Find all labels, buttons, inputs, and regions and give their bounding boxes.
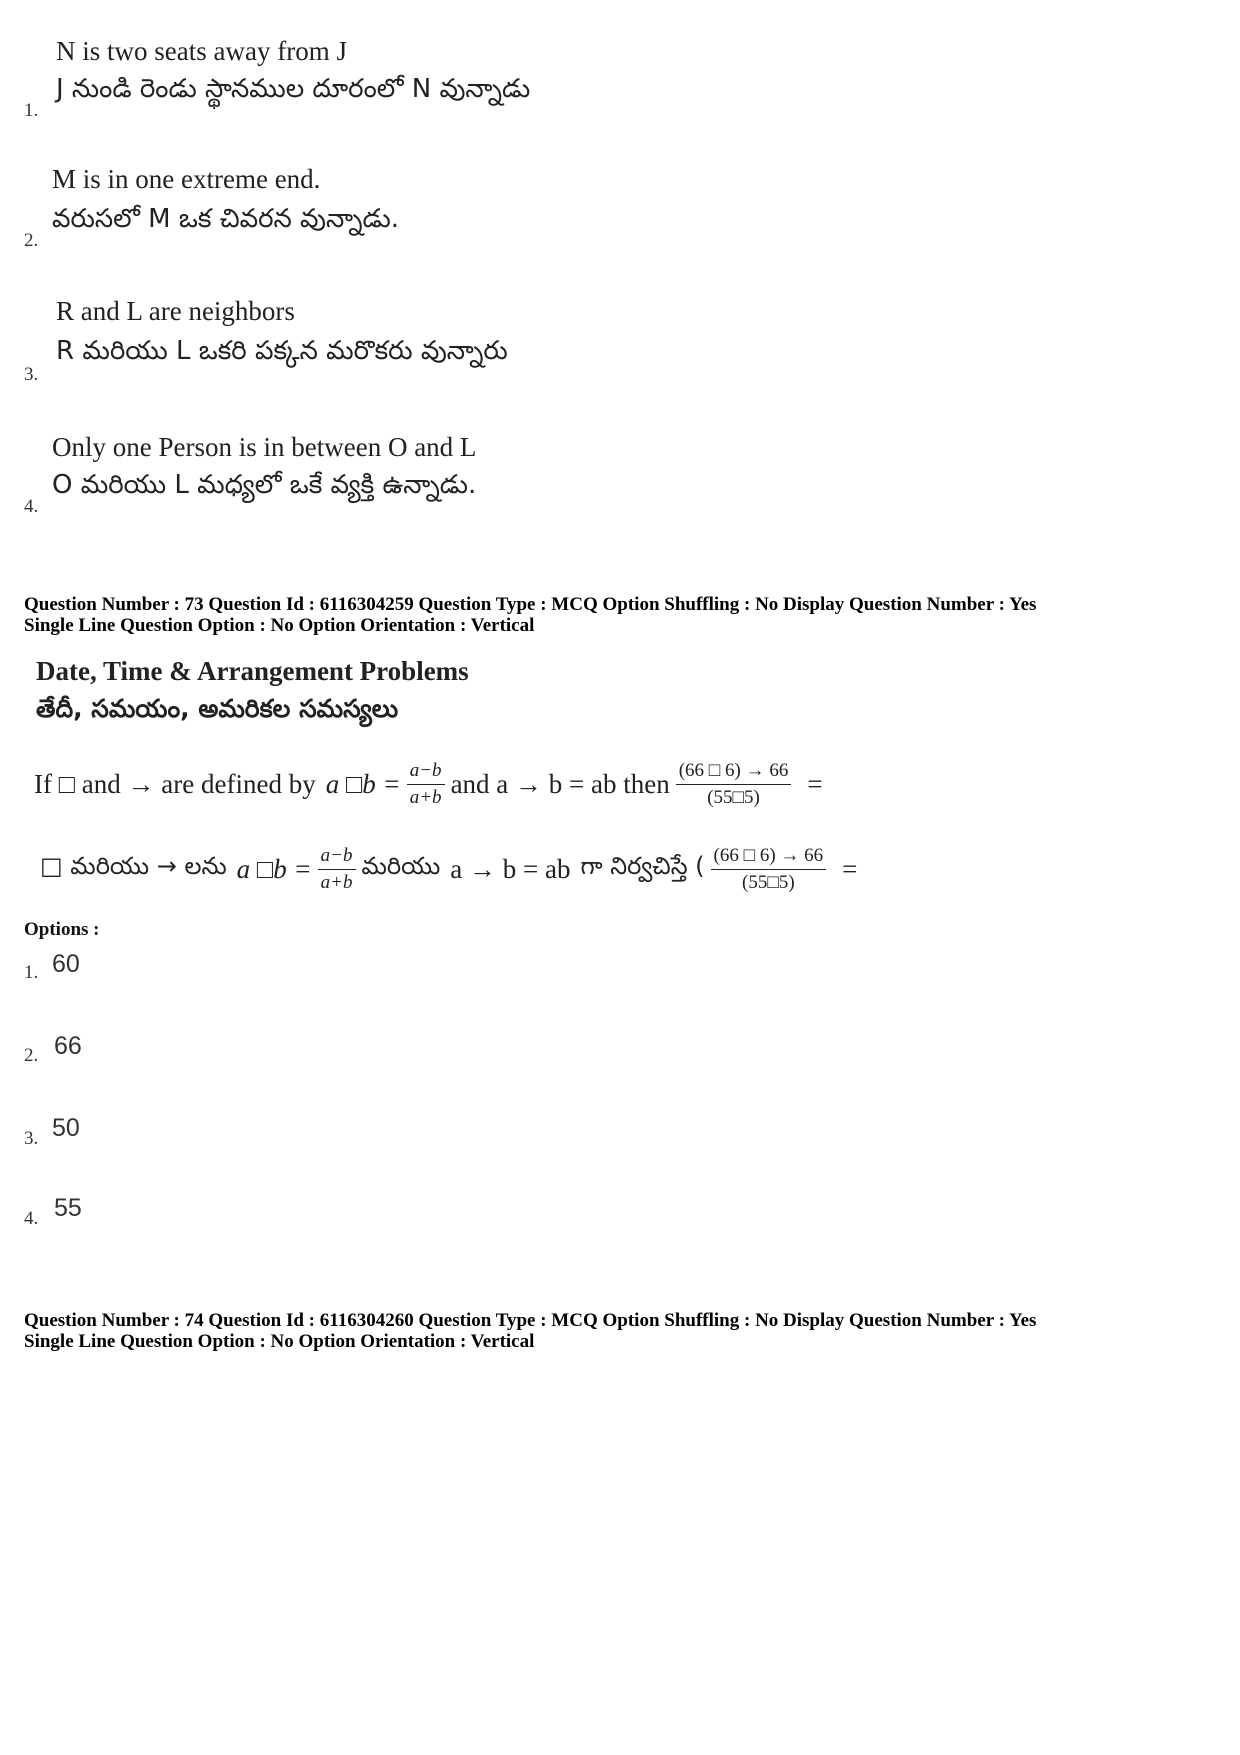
q73-en-equals: = (807, 768, 823, 799)
q73-en-expression-a: a □b = (325, 768, 401, 799)
q73-option-3-number: 3. (24, 1128, 39, 1149)
q73-en-fraction-2 (676, 760, 792, 809)
q73-te-lead: □ మరియు → లను (40, 852, 227, 880)
q73-te-fraction-2 (711, 845, 827, 894)
q73-option-2-number: 2. (24, 1045, 39, 1066)
q73-te-fraction-1 (318, 845, 356, 894)
q73-en-and-text: and a → b = ab then (450, 768, 670, 799)
q73-en-if-text: If □ and → are defined by (34, 768, 316, 799)
q73-metadata (24, 594, 1036, 636)
prev-option-3-english: R and L are neighbors (56, 296, 295, 326)
prev-option-1-english: N is two seats away from J (56, 36, 347, 66)
prev-option-1-telugu: J నుండి రెండు స్థానముల దూరంలో N వున్నాడు (56, 74, 531, 104)
q73-section-title-telugu: తేదీ, సమయం, అమరికల సమస్యలు (36, 694, 399, 723)
q73-te-equals: = (842, 853, 858, 884)
q73-option-1-value: 60 (52, 950, 80, 978)
q73-te-mid-expression: a → b = ab (450, 853, 571, 884)
q73-en-fraction-1 (407, 760, 445, 809)
q73-option-2-value: 66 (54, 1032, 82, 1060)
prev-option-2-english: M is in one extreme end. (52, 164, 321, 194)
prev-option-2-number: 2. (24, 230, 39, 251)
q73-option-4-value: 55 (54, 1194, 82, 1222)
q73-question-telugu (40, 836, 857, 902)
prev-option-1-number: 1. (24, 100, 39, 121)
q73-meta-line-1: Question Number : 73 Question Id : 6116304259 Question Type : MCQ Option Shuffling : No Display Question Number : Yes (24, 594, 1037, 615)
q73-te-expression-a: a □b = (236, 853, 312, 884)
q73-te-tail-text: గా నిర్వచిస్తే ( (580, 852, 705, 880)
q74-meta-line-2: Single Line Question Option : No Option Orientation : Vertical (24, 1331, 535, 1352)
q73-te-mid-text: మరియు (361, 852, 441, 880)
prev-option-4-telugu: O మరియు L మధ్యలో ఒకే వ్యక్తి ఉన్నాడు. (52, 470, 477, 500)
q73-en-fraction-2-numerator: (66 □ 6) → 66 (676, 760, 792, 785)
q73-en-fraction-1-numerator: a−b (407, 760, 445, 785)
q73-option-3-value: 50 (52, 1114, 80, 1142)
q73-te-fraction-1-numerator: a−b (318, 845, 356, 870)
q73-question-english (34, 752, 823, 816)
q73-te-fraction-2-denominator: (55□5) (742, 871, 795, 893)
q74-metadata (24, 1310, 1036, 1352)
q73-en-fraction-1-denominator: a+b (409, 786, 442, 808)
q73-option-4-number: 4. (24, 1208, 39, 1229)
prev-option-4-number: 4. (24, 496, 39, 517)
q73-en-fraction-2-denominator: (55□5) (707, 786, 760, 808)
prev-option-3-telugu: R మరియు L ఒకరి పక్కన మరొకరు వున్నారు (56, 336, 508, 366)
prev-option-2-telugu: వరుసలో M ఒక చివరన వున్నాడు. (52, 204, 400, 234)
q74-meta-line-1: Question Number : 74 Question Id : 6116304260 Question Type : MCQ Option Shuffling : No Display Question Number : Yes (24, 1310, 1037, 1331)
q73-options-label: Options : (24, 919, 100, 940)
q73-option-1-number: 1. (24, 962, 39, 983)
q73-te-fraction-1-denominator: a+b (320, 871, 353, 893)
q73-te-fraction-2-numerator: (66 □ 6) → 66 (711, 845, 827, 870)
q73-meta-line-2: Single Line Question Option : No Option Orientation : Vertical (24, 615, 535, 636)
prev-option-4-english: Only one Person is in between O and L (52, 432, 477, 462)
q73-section-title-english: Date, Time & Arrangement Problems (36, 656, 469, 686)
prev-option-3-number: 3. (24, 364, 39, 385)
